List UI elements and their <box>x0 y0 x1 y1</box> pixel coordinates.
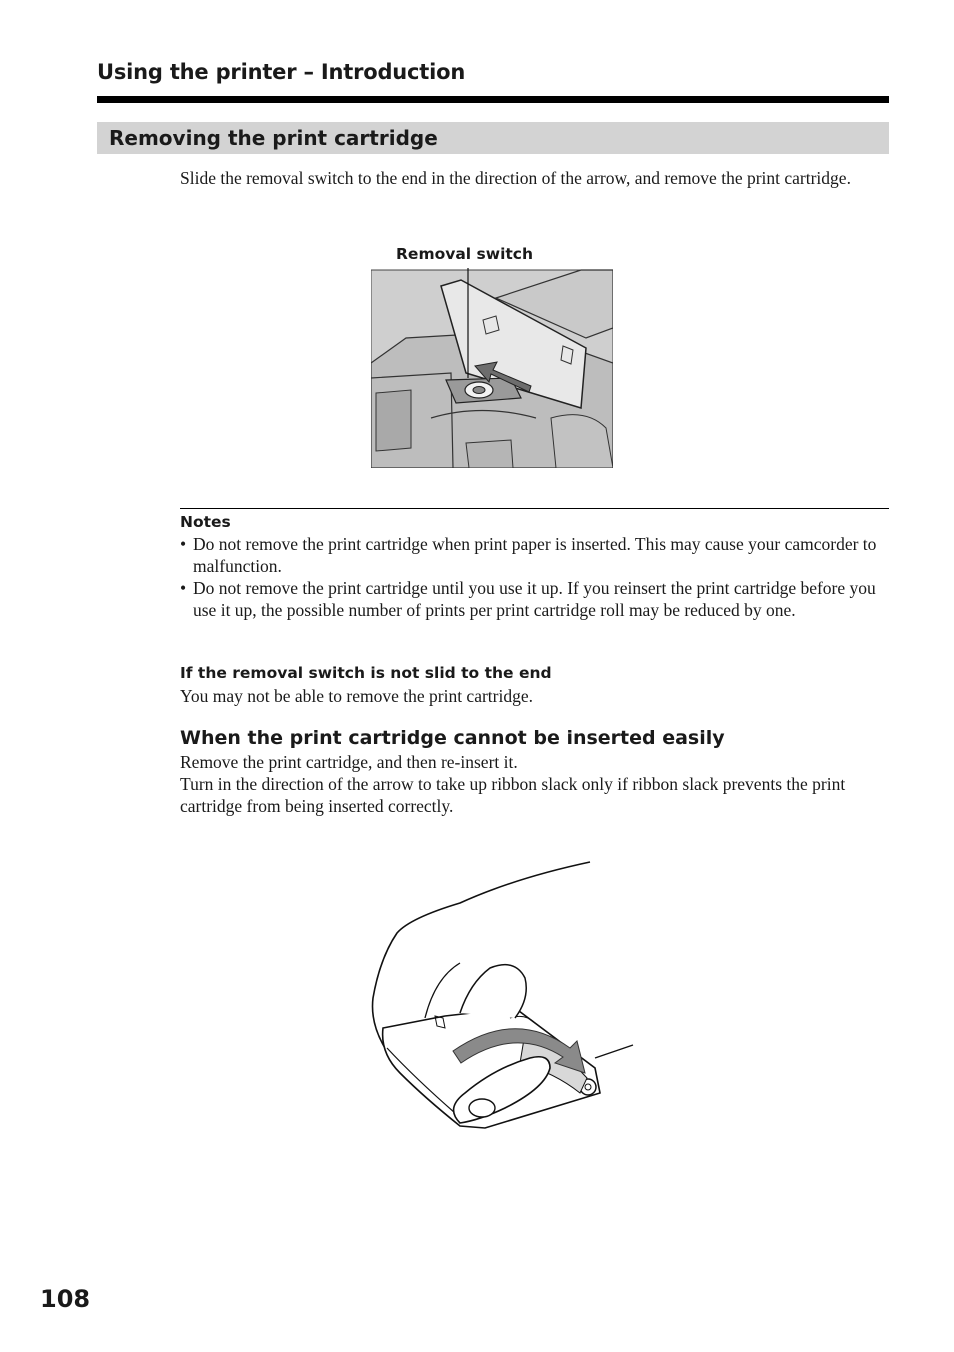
note-text: Do not remove the print cartridge when print paper is inserted. This may cause your camcorder to malfunction. <box>193 534 877 576</box>
removal-switch-illustration <box>371 268 613 468</box>
insertion-line: Turn in the direction of the arrow to take up ribbon slack only if ribbon slack prevents the print cartridge from being inserted correctly. <box>180 774 846 816</box>
page-number: 108 <box>40 1285 91 1313</box>
notes-heading: Notes <box>180 513 231 531</box>
insertion-line: Remove the print cartridge, and then re-insert it. <box>180 752 518 772</box>
insertion-body <box>180 751 885 817</box>
intro-paragraph: Slide the removal switch to the end in the direction of the arrow, and remove the print cartridge. <box>180 168 851 188</box>
bullet: • <box>180 578 187 598</box>
note-item <box>180 533 885 577</box>
section-title: Using the printer – Introduction <box>97 60 466 84</box>
ribbon-slack-illustration <box>365 858 640 1133</box>
removal-switch-subheading: If the removal switch is not slid to the end <box>180 664 552 682</box>
notes-list <box>180 533 885 621</box>
note-item <box>180 577 885 621</box>
title-rule <box>97 96 889 103</box>
bullet: • <box>180 534 187 554</box>
subheader-bar <box>97 122 889 154</box>
removal-switch-body: You may not be able to remove the print cartridge. <box>180 686 533 706</box>
insertion-subheading: When the print cartridge cannot be inserted easily <box>180 727 725 749</box>
removal-switch-label: Removal switch <box>396 245 534 263</box>
notes-rule <box>180 508 889 509</box>
note-text: Do not remove the print cartridge until you use it up. If you reinsert the print cartridge before you use it up, the possible number of prints per print cartridge roll may be reduced by one. <box>193 578 876 620</box>
subheader-title: Removing the print cartridge <box>109 126 438 150</box>
